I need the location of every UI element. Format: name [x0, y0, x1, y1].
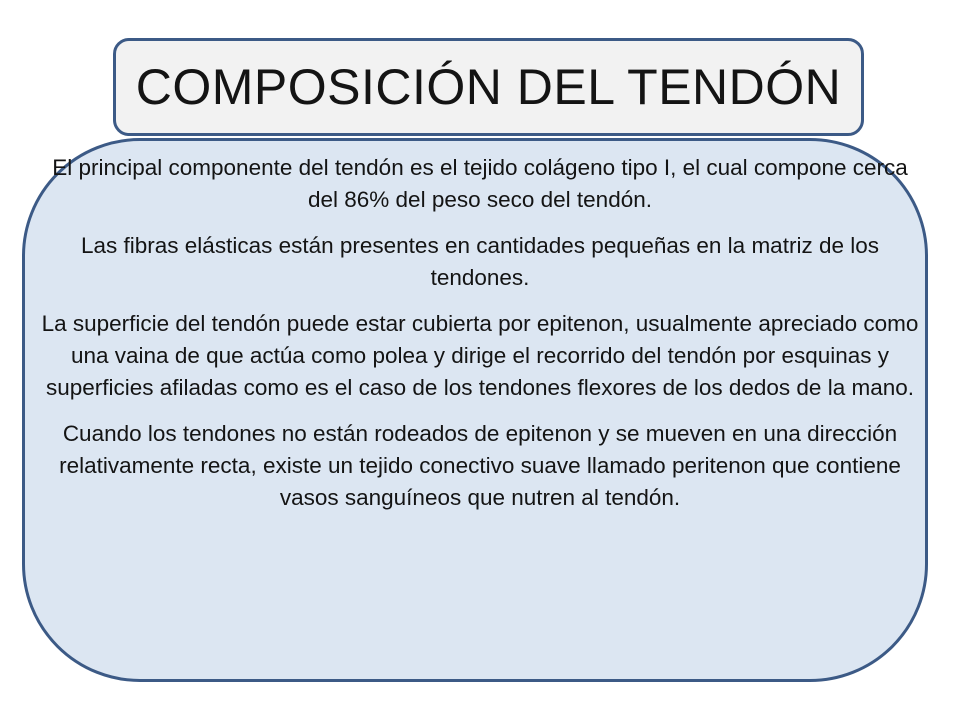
title-panel	[113, 38, 864, 136]
paragraph-4: Cuando los tendones no están rodeados de epitenon y se mueven en una dirección relativamente recta, existe un tejido conectivo suave llamado peritenon que contiene vasos sanguíneos que nutren al tendón.	[59, 421, 901, 510]
paragraph-1: El principal componente del tendón es el tejido colágeno tipo I, el cual compone cerca del 86% del peso seco del tendón.	[52, 155, 908, 212]
paragraph-3: La superficie del tendón puede estar cubierta por epitenon, usualmente apreciado como una vaina de que actúa como polea y dirige el recorrido del tendón por esquinas y superficies afiladas como es el caso de los tendones flexores de los dedos de la mano.	[41, 311, 919, 400]
content-body	[40, 152, 920, 528]
paragraph-2: Las fibras elásticas están presentes en cantidades pequeñas en la matriz de los tendones.	[81, 233, 879, 290]
slide-title: COMPOSICIÓN DEL TENDÓN	[135, 59, 842, 115]
